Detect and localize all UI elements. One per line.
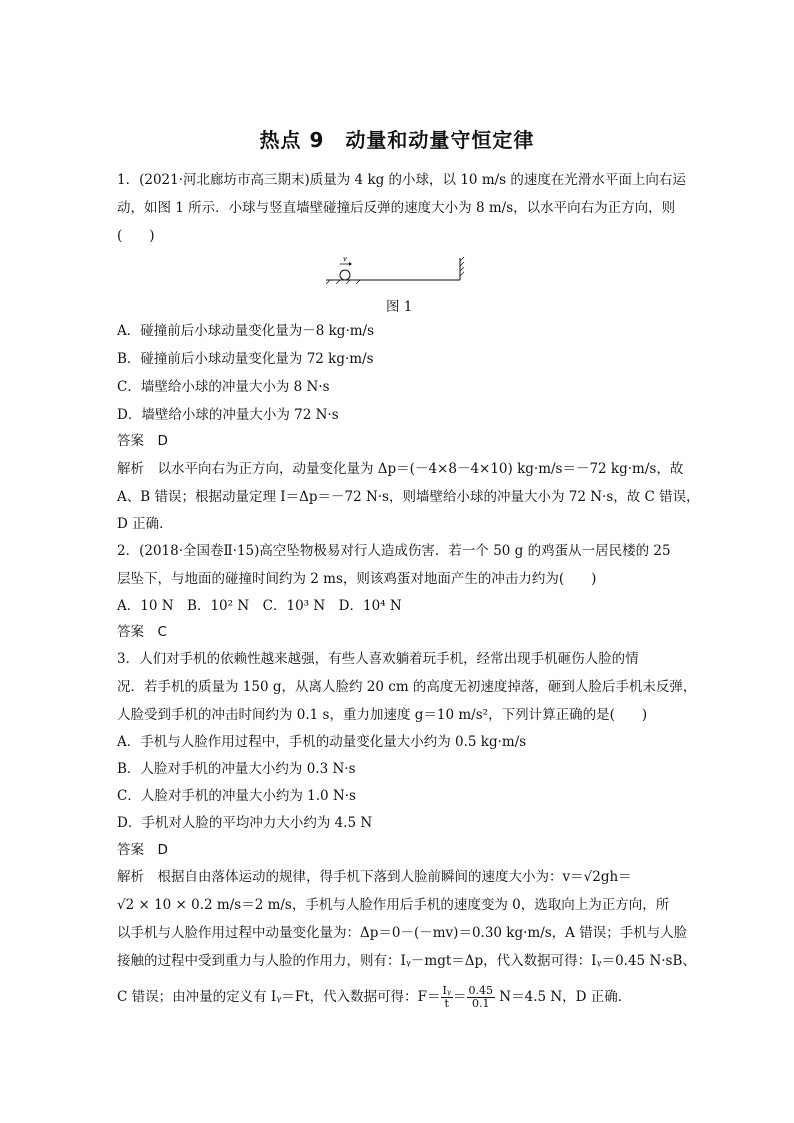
q3-option-a: A．手机与人脸作用过程中，手机的动量变化量大小约为 0.5 kg·m/s bbox=[117, 734, 527, 750]
q1-stem-line1: 1．(2021·河北廊坊市高三期末)质量为 4 kg 的小球，以 10 m/s 的速度在光滑水平面上向右运 bbox=[117, 172, 686, 188]
q1-option-a: A．碰撞前后小球动量变化量为－8 kg·m/s bbox=[117, 323, 375, 339]
q2-stem-line1: 2．(2018·全国卷Ⅱ·15)高空坠物极易对行人造成伤害．若一个 50 g 的鸡蛋从一居民楼的 25 bbox=[117, 543, 671, 559]
fraction-impulse-over-time bbox=[441, 985, 454, 1010]
q2-answer: 答案 C bbox=[117, 624, 167, 640]
q1-analysis-line3: D 正确． bbox=[117, 516, 173, 532]
q3-analysis-line5 bbox=[117, 985, 677, 1010]
figure-caption: 图 1 bbox=[386, 299, 413, 315]
fraction-numerator: Iᵧ bbox=[442, 984, 451, 997]
q3-analysis-line5-pre: C 错误；由冲量的定义有 Iᵧ＝Ft，代入数据可得：F＝ bbox=[117, 989, 441, 1005]
q1-analysis-line1: 解析 以水平向右为正方向，动量变化量为 Δp＝(－4×8－4×10) kg·m/s＝－72 kg·m/s，故 bbox=[117, 461, 684, 477]
q1-stem-line2: 动，如图 1 所示．小球与竖直墙壁碰撞后反弹的速度大小为 8 m/s，以水平向右为正方向，则 bbox=[117, 200, 676, 216]
velocity-label: v bbox=[343, 255, 347, 263]
q3-analysis-line5-post: N＝4.5 N，D 正确． bbox=[495, 989, 632, 1005]
q3-stem-line3: 人脸受到手机的冲击时间约为 0.1 s，重力加速度 g＝10 m/s²，下列计算正确的是( ) bbox=[117, 707, 648, 723]
q3-option-b: B．人脸对手机的冲量大小约为 0.3 N·s bbox=[117, 761, 356, 777]
q3-answer: 答案 D bbox=[117, 842, 168, 858]
floor-hatch bbox=[326, 280, 360, 284]
q3-stem-line2: 况．若手机的质量为 150 g，从离人脸约 20 cm 的高度无初速度掉落，砸到人脸后手机未反弹， bbox=[117, 679, 697, 695]
q1-option-d: D．墙壁给小球的冲量大小为 72 N·s bbox=[117, 407, 339, 423]
fraction-numerator: 0.45 bbox=[468, 984, 493, 997]
q2-stem-line2: 层坠下，与地面的碰撞时间约为 2 ms，则该鸡蛋对地面产生的冲击力约为( ) bbox=[117, 571, 597, 587]
q3-option-d: D．手机对人脸的平均冲力大小约为 4.5 N bbox=[117, 815, 373, 831]
velocity-arrowhead bbox=[349, 262, 352, 266]
q1-option-b: B．碰撞前后小球动量变化量为 72 kg·m/s bbox=[117, 351, 374, 367]
q3-analysis-line2: √2 × 10 × 0.2 m/s＝2 m/s，手机与人脸作用后手机的速度变为 0，选取向上为正方向，所 bbox=[117, 897, 670, 913]
ball bbox=[340, 270, 350, 280]
q1-stem-line3: ( ) bbox=[117, 228, 155, 244]
fraction-denominator: 0.1 bbox=[472, 997, 490, 1010]
q1-figure bbox=[326, 255, 466, 285]
equals-sign: ＝ bbox=[453, 989, 467, 1005]
q3-analysis-line4: 接触的过程中受到重力与人脸的作用力，则有：Iᵧ－mgt＝Δp，代入数据可得：Iᵧ＝0.45 N·sB、 bbox=[117, 953, 696, 969]
wall-hatch bbox=[460, 257, 464, 276]
q3-stem-line1: 3．人们对手机的依赖性越来越强，有些人喜欢躺着玩手机，经常出现手机砸伤人脸的情 bbox=[117, 651, 639, 667]
q1-answer: 答案 D bbox=[117, 433, 168, 449]
page-title: 热点 9 动量和动量守恒定律 bbox=[259, 128, 535, 152]
fraction-denominator: t bbox=[444, 997, 449, 1010]
fraction-values bbox=[467, 985, 496, 1010]
q1-analysis-line2: A、B 错误；根据动量定理 I＝Δp＝－72 N·s，则墙壁给小球的冲量大小为 72 N·s，故 C 错误， bbox=[117, 489, 700, 505]
q2-options: A．10 N B．10² N C．10³ N D．10⁴ N bbox=[117, 598, 402, 614]
q3-analysis-line1: 解析 根据自由落体运动的规律，得手机下落到人脸前瞬间的速度大小为：v＝√2gh＝ bbox=[117, 869, 632, 885]
q3-option-c: C．人脸对手机的冲量大小约为 1.0 N·s bbox=[117, 788, 356, 804]
q1-option-c: C．墙壁给小球的冲量大小为 8 N·s bbox=[117, 379, 330, 395]
q3-analysis-line3: 以手机与人脸作用过程中动量变化量为：Δp＝0－(－mv)＝0.30 kg·m/s，A 错误；手机与人脸 bbox=[117, 925, 688, 941]
